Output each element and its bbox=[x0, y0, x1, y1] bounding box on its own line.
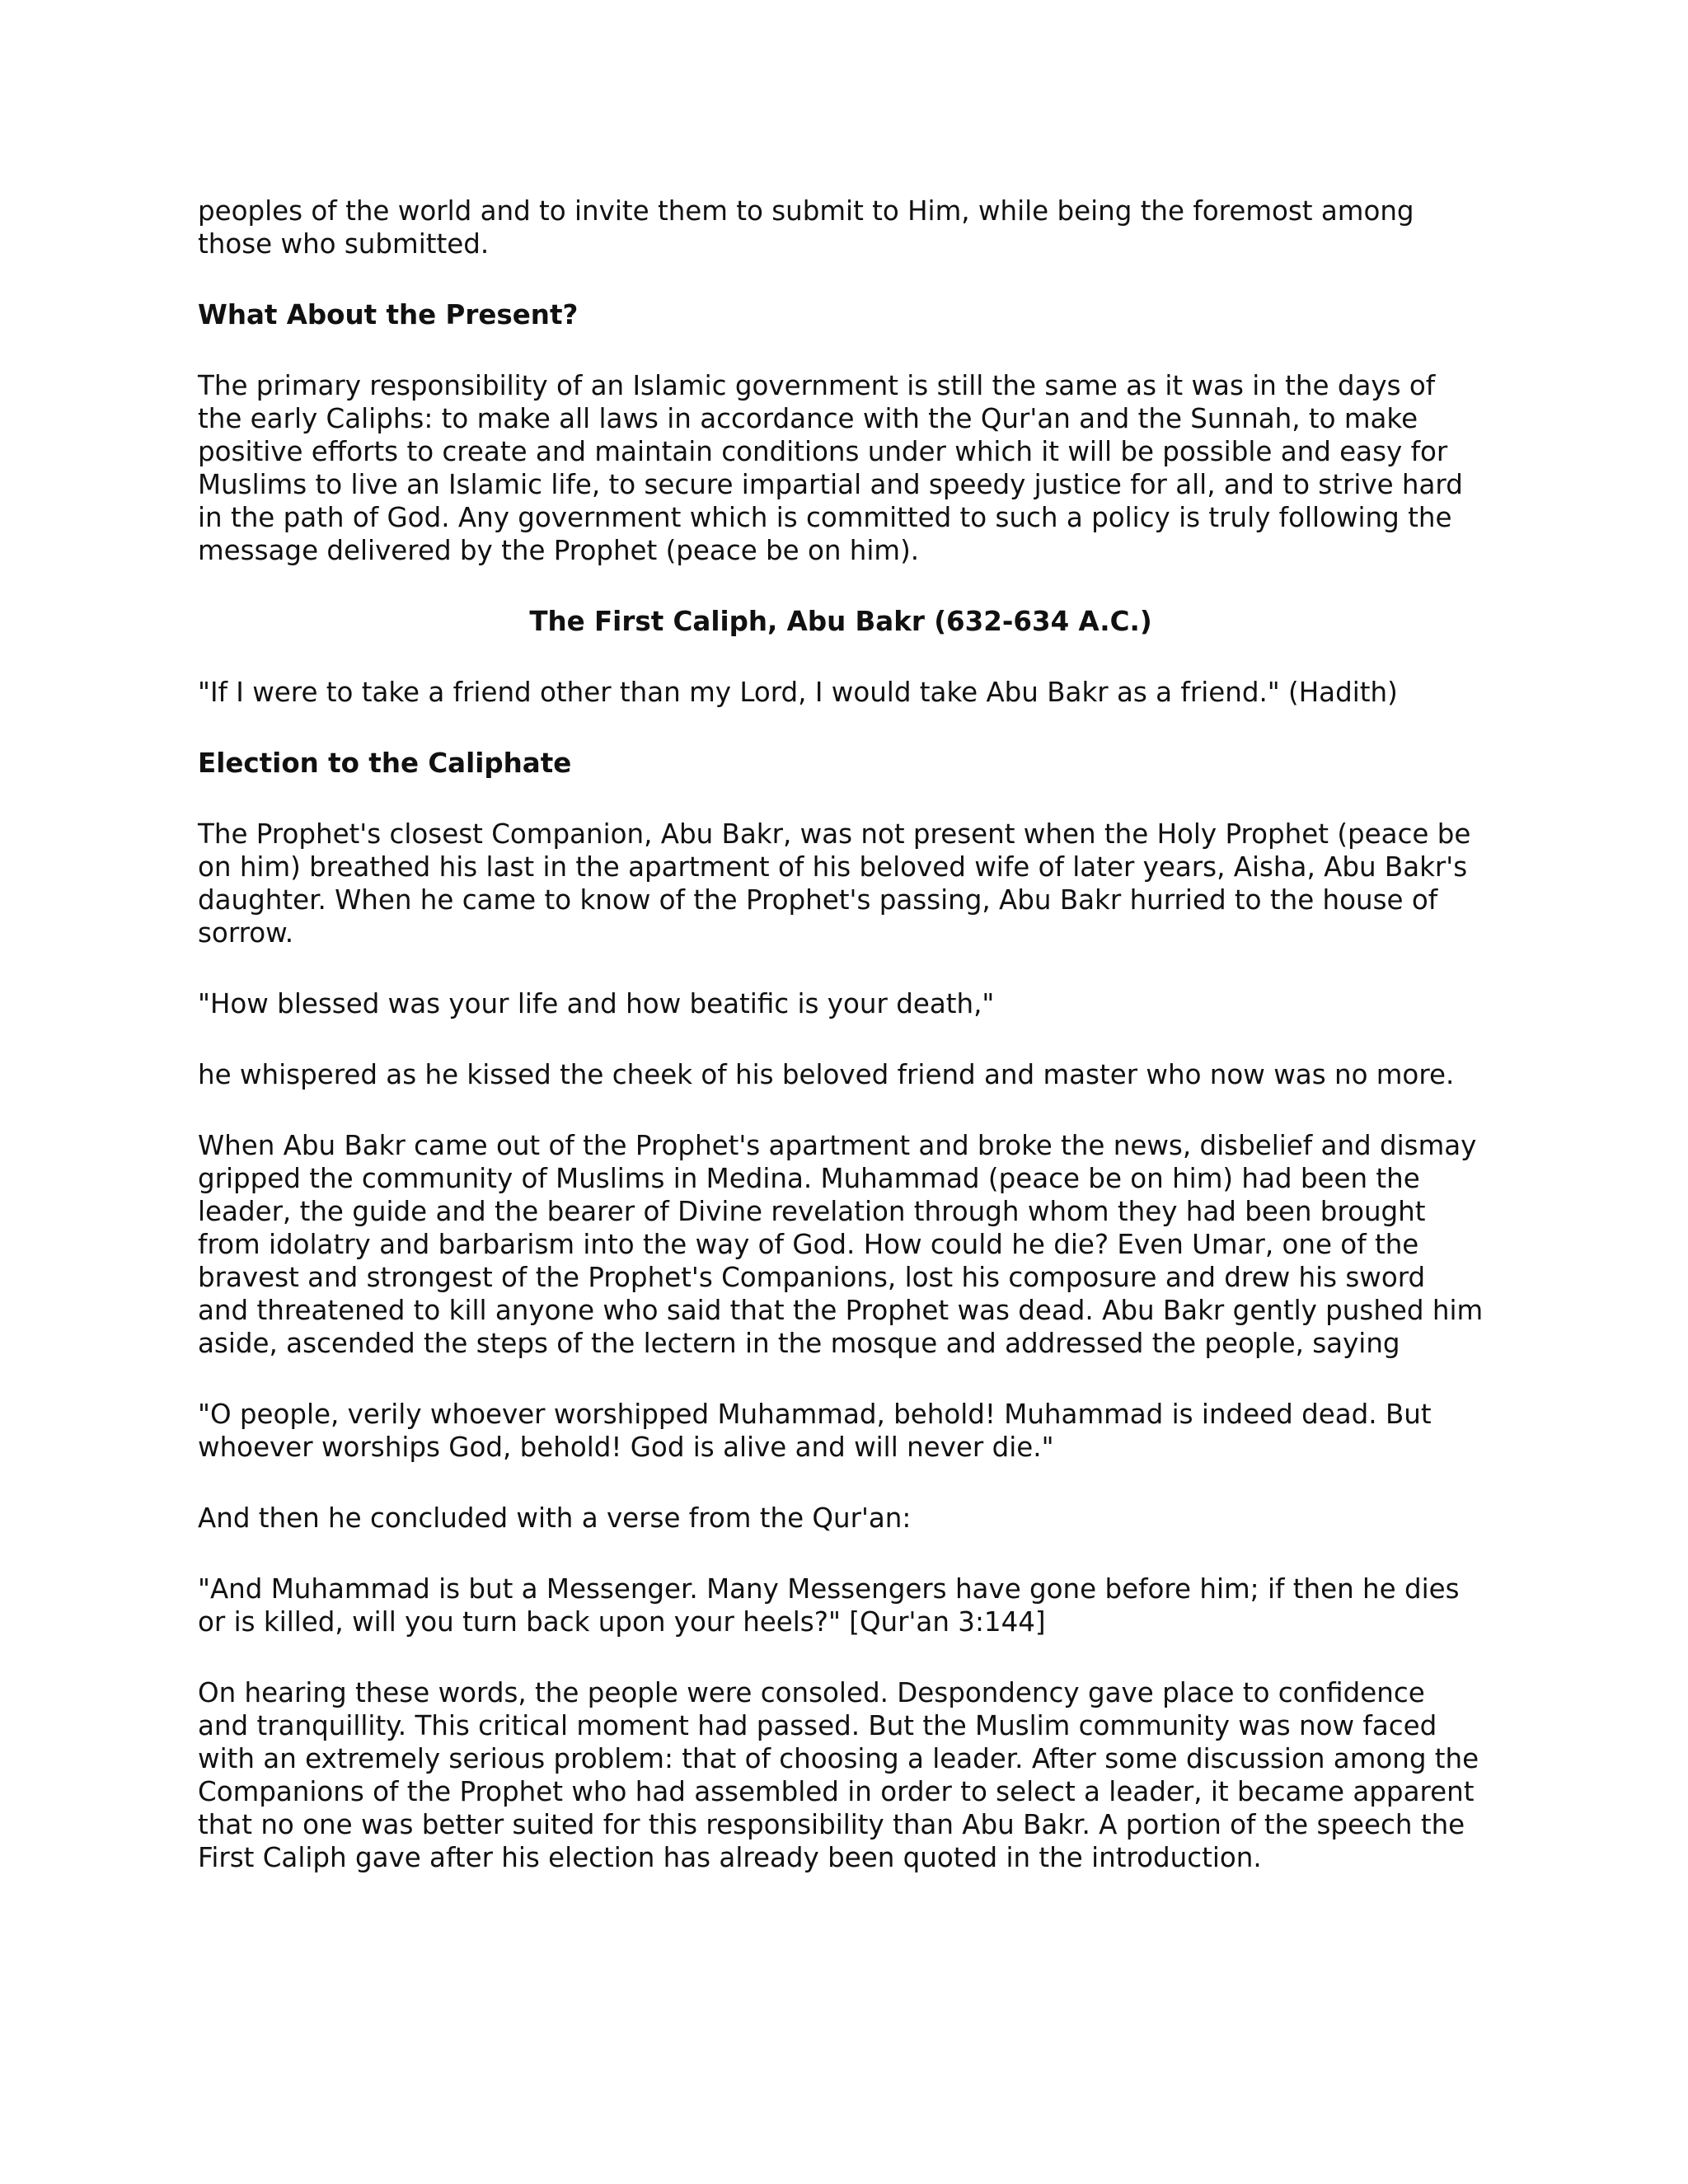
election-paragraph-5: On hearing these words, the people were consoled. Despondency gave place to confidence and tranquillity. This critical moment had passed. But the Muslim community was now faced with an extremely serious problem: that of choosing a leader. After some discussion among the Companions of the Prophet who had assembled in order to select a leader, it became apparent that no one was better suited for this responsibility than Abu Bakr. A portion of the speech the First Caliph gave after his election has already been quoted in the introduction. bbox=[198, 1677, 1479, 1873]
quote-quran-3-144: "And Muhammad is but a Messenger. Many Messengers have gone before him; if then he dies or is killed, will you turn back upon your heels?" [Qur'an 3:144] bbox=[198, 1573, 1460, 1638]
quote-o-people: "O people, verily whoever worshipped Muhammad, behold! Muhammad is indeed dead. But whoever worships God, behold! God is alive and will never die." bbox=[198, 1399, 1432, 1463]
chapter-title: The First Caliph, Abu Bakr (632-634 A.C.) bbox=[529, 606, 1152, 637]
election-paragraph-2: he whispered as he kissed the cheek of his beloved friend and master who now was no more. bbox=[198, 1059, 1455, 1090]
election-paragraph-4: And then he concluded with a verse from the Qur'an: bbox=[198, 1502, 912, 1534]
election-paragraph-1: The Prophet's closest Companion, Abu Bakr, was not present when the Holy Prophet (peace be on him) breathed his last in the apartment of his beloved wife of later years, Aisha, Abu Bakr's daughter. When he came to know of the Prophet's passing, Abu Bakr hurried to the house of sorrow. bbox=[198, 818, 1471, 949]
election-paragraph-3: When Abu Bakr came out of the Prophet's apartment and broke the news, disbelief and dismay gripped the community of Muslims in Medina. Muhammad (peace be on him) had been the leader, the guide and the bearer of Divine revelation through whom they had been brought from idolatry and barbarism into the way of God. How could he die? Even Umar, one of the bravest and strongest of the Prophet's Companions, lost his composure and drew his sword and threatened to kill anyone who said that the Prophet was dead. Abu Bakr gently pushed him aside, ascended the steps of the lectern in the mosque and addressed the people, saying bbox=[198, 1130, 1484, 1359]
document-page bbox=[198, 194, 1484, 1912]
quote-blessed-life: "How blessed was your life and how beatific is your death," bbox=[198, 988, 995, 1019]
intro-continuation-paragraph: peoples of the world and to invite them to submit to Him, while being the foremost among those who submitted. bbox=[198, 195, 1414, 260]
section-heading-present: What About the Present? bbox=[198, 299, 579, 330]
present-paragraph: The primary responsibility of an Islamic government is still the same as it was in the days of the early Caliphs: to make all laws in accordance with the Qur'an and the Sunnah, to make positive efforts to create and maintain conditions under which it will be possible and easy for Muslims to live an Islamic life, to secure impartial and speedy justice for all, and to strive hard in the path of God. Any government which is committed to such a policy is truly following the message delivered by the Prophet (peace be on him). bbox=[198, 370, 1463, 566]
section-heading-election: Election to the Caliphate bbox=[198, 748, 572, 779]
epigraph-hadith: "If I were to take a friend other than my Lord, I would take Abu Bakr as a friend." (Hadith) bbox=[198, 677, 1398, 708]
